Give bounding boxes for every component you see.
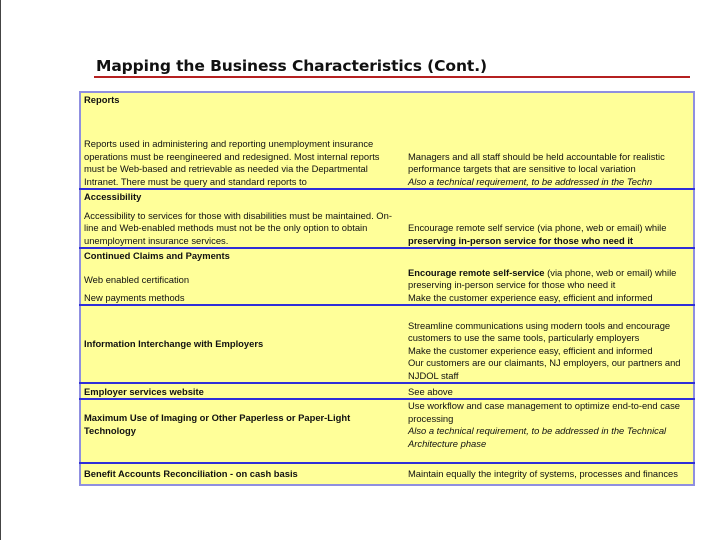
claims-left-text-1: Web enabled certification [84, 274, 190, 285]
reports-right-cell [405, 108, 694, 189]
employers-right-text-3: Our customers are our claimants, NJ employers, our partners and NJDOL staff [408, 357, 681, 381]
table-row-accessibility [80, 205, 694, 248]
table-row-claims [80, 264, 694, 305]
accessibility-heading: Accessibility [80, 189, 405, 205]
claims-left-text-2: New payments methods [84, 291, 185, 303]
accessibility-right-text-1: Encourage remote self service (via phone, web or email) while [408, 222, 667, 233]
imaging-right-cell [405, 399, 694, 463]
table-row-imaging [80, 399, 694, 463]
reports-right-text-2: Also a technical requirement, to be addressed in the Techn [408, 175, 653, 187]
claims-right-cell [405, 264, 694, 305]
imaging-right-text-1: Use workflow and case management to optimize end-to-end case processing [408, 400, 681, 424]
reports-left-text: Reports used in administering and reporting unemployment insurance operations must be reengineered and redesigned. Most internal reports must be Web-based and retrievable as needed via the Departmental Intranet. There must be query and standard reports to [84, 138, 380, 187]
accessibility-right-cell [405, 205, 694, 248]
table-row-accessibility-heading [80, 189, 694, 205]
website-right-text: See above [405, 383, 694, 399]
title-underline [94, 76, 690, 78]
employers-right-text-2: Make the customer experience easy, efficient and informed [408, 344, 653, 356]
claims-left-cell [80, 264, 405, 305]
table-row-employers [80, 305, 694, 383]
table-row-website [80, 383, 694, 399]
reports-heading: Reports [84, 94, 120, 105]
slide-left-border [0, 0, 1, 540]
table-row-reports-heading [80, 92, 694, 108]
accessibility-heading-blank [405, 189, 694, 205]
claims-heading: Continued Claims and Payments [80, 248, 405, 264]
imaging-heading: Maximum Use of Imaging or Other Paperless or Paper-Light Technology [80, 399, 405, 463]
table-row-reports [80, 108, 694, 189]
reports-heading-blank [405, 92, 694, 108]
table-row-claims-heading [80, 248, 694, 264]
website-heading: Employer services website [80, 383, 405, 399]
reports-right-text-1: Managers and all staff should be held accountable for realistic performance targets that are sensitive to local variation [408, 150, 665, 174]
slide-title: Mapping the Business Characteristics (Cont.) [96, 57, 487, 75]
reconciliation-heading: Benefit Accounts Reconciliation - on cash basis [80, 463, 405, 485]
employers-heading: Information Interchange with Employers [80, 305, 405, 383]
claims-heading-blank [405, 248, 694, 264]
characteristics-table [79, 91, 695, 486]
claims-right-text-2: Make the customer experience easy, efficient and informed [408, 291, 653, 303]
table-row-reconciliation [80, 463, 694, 485]
reconciliation-right-text: Maintain equally the integrity of systems, processes and finances [405, 463, 694, 485]
accessibility-right-text-2: preserving in-person service for those who need it [408, 234, 634, 246]
claims-right-text-1b: (via phone, web or email) while preserving in-person service for those who need it [408, 266, 677, 290]
accessibility-left-text: Accessibility to services for those with disabilities must be maintained. On-line and Web-enabled methods must not be the only option to obtain unemployment insurance services. [84, 209, 392, 246]
imaging-right-text-2: Also a technical requirement, to be addressed in the Technical Architecture phase [408, 425, 667, 449]
employers-right-text-1: Streamline communications using modern tools and encourage customers to use the same tools, particularly employers [408, 319, 671, 343]
claims-right-text-1: Encourage remote self-service [408, 266, 545, 278]
employers-right-cell [405, 305, 694, 383]
